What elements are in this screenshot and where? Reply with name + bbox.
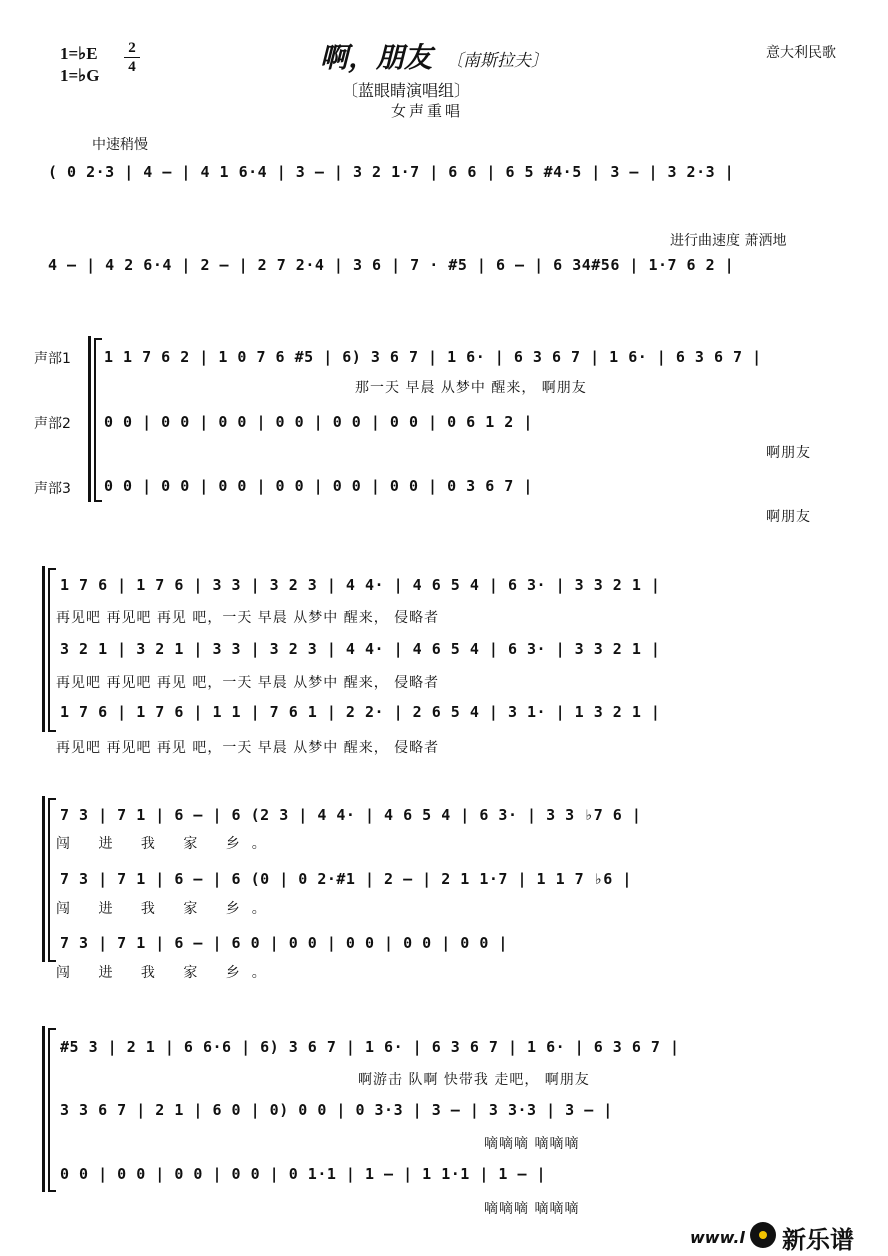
system-2-bracket [48, 568, 56, 732]
composer-credit: 意大利民歌 [766, 45, 836, 61]
time-signature-top: 2 [128, 40, 136, 56]
s3-part1-notes: 7 3 | 7 1 | 6 – | 6 (2 3 | 4 4· | 4 6 5 4 | 6 3· | 3 3 ♭7 6 | [60, 806, 642, 824]
tempo-marking-intro: 中速稍慢 [92, 137, 148, 153]
s2-part3-lyrics: 再见吧 再见吧 再见 吧，一天 早晨 从梦中 醒来， 侵略者 [56, 740, 440, 756]
s4-part3-lyrics: 嘀嘀嘀 嘀嘀嘀 [484, 1201, 580, 1217]
s1-part1-lyrics: 那一天 早晨 从梦中 醒来， 啊朋友 [355, 380, 587, 396]
s3-part2-notes: 7 3 | 7 1 | 6 – | 6 (0 | 0 2·#1 | 2 – | 2 1 1·7 | 1 1 7 ♭6 | [60, 870, 632, 888]
s3-part3-notes: 7 3 | 7 1 | 6 – | 6 0 | 0 0 | 0 0 | 0 0 | 0 0 | [60, 934, 508, 952]
s1-part2-notes: 0 0 | 0 0 | 0 0 | 0 0 | 0 0 | 0 0 | 0 6 1 2 | [104, 413, 533, 431]
part-label-2: 声部2 [34, 416, 71, 432]
s3-part3-lyrics: 闯 进 我 家 乡。 [56, 965, 278, 981]
time-signature [124, 40, 140, 75]
s3-part2-lyrics: 闯 进 我 家 乡。 [56, 901, 278, 917]
system-1-barline [88, 336, 91, 502]
s4-part1-lyrics: 啊游击 队啊 快带我 走吧， 啊朋友 [358, 1072, 590, 1088]
s4-part1-notes: #5 3 | 2 1 | 6 6·6 | 6) 3 6 7 | 1 6· | 6 3 6 7 | 1 6· | 6 3 6 7 | [60, 1038, 680, 1056]
system-4-bracket [48, 1028, 56, 1192]
system-3-barline [42, 796, 45, 962]
intro-line-2: 4 – | 4 2 6·4 | 2 – | 2 7 2·4 | 3 6 | 7 · #5 | 6 – | 6 34#56 | 1·7 6 2 | [48, 256, 735, 274]
s2-part2-lyrics: 再见吧 再见吧 再见 吧，一天 早晨 从梦中 醒来， 侵略者 [56, 675, 440, 691]
s1-part3-lyrics: 啊朋友 [766, 509, 811, 525]
s3-part1-lyrics: 闯 进 我 家 乡。 [56, 836, 278, 852]
s1-part3-notes: 0 0 | 0 0 | 0 0 | 0 0 | 0 0 | 0 0 | 0 3 6 7 | [104, 477, 533, 495]
watermark-brand: 新乐谱 [782, 1226, 854, 1254]
s4-part3-notes: 0 0 | 0 0 | 0 0 | 0 0 | 0 1·1 | 1 – | 1 1·1 | 1 – | [60, 1165, 547, 1183]
music-disc-icon [750, 1222, 776, 1248]
intro-line-1: ( 0 2·3 | 4 – | 4 1 6·4 | 3 – | 3 2 1·7 | 6 6 | 6 5 #4·5 | 3 – | 3 2·3 | [48, 163, 735, 181]
key-signature-2: 1=♭G [60, 66, 100, 85]
watermark-url: www.l [690, 1228, 745, 1247]
tempo-marking-march: 进行曲速度 萧洒地 [670, 233, 787, 249]
song-origin: 〔南斯拉夫〕 [446, 51, 548, 71]
system-2-barline [42, 566, 45, 732]
performer: 〔蓝眼睛演唱组〕 [342, 81, 471, 100]
system-1-bracket [94, 338, 102, 502]
s1-part1-notes: 1 1 7 6 2 | 1 0 7 6 #5 | 6) 3 6 7 | 1 6· | 6 3 6 7 | 1 6· | 6 3 6 7 | [104, 348, 762, 366]
s2-part1-lyrics: 再见吧 再见吧 再见 吧，一天 早晨 从梦中 醒来， 侵略者 [56, 610, 440, 626]
s2-part3-notes: 1 7 6 | 1 7 6 | 1 1 | 7 6 1 | 2 2· | 2 6 5 4 | 3 1· | 1 3 2 1 | [60, 703, 661, 721]
system-3-bracket [48, 798, 56, 962]
s1-part2-lyrics: 啊朋友 [766, 445, 811, 461]
s2-part2-notes: 3 2 1 | 3 2 1 | 3 3 | 3 2 3 | 4 4· | 4 6 5 4 | 6 3· | 3 3 2 1 | [60, 640, 661, 658]
part-label-3: 声部3 [34, 481, 71, 497]
time-signature-bottom: 4 [128, 59, 136, 75]
key-signature-1: 1=♭E [60, 44, 98, 63]
s2-part1-notes: 1 7 6 | 1 7 6 | 3 3 | 3 2 3 | 4 4· | 4 6 5 4 | 6 3· | 3 3 2 1 | [60, 576, 661, 594]
s4-part2-lyrics: 嘀嘀嘀 嘀嘀嘀 [484, 1136, 580, 1152]
part-label-1: 声部1 [34, 351, 71, 367]
song-title: 啊，朋友 [320, 41, 433, 74]
s4-part2-notes: 3 3 6 7 | 2 1 | 6 0 | 0) 0 0 | 0 3·3 | 3 – | 3 3·3 | 3 – | [60, 1101, 613, 1119]
vocal-form: 女声重唱 [391, 102, 464, 120]
system-4-barline [42, 1026, 45, 1192]
